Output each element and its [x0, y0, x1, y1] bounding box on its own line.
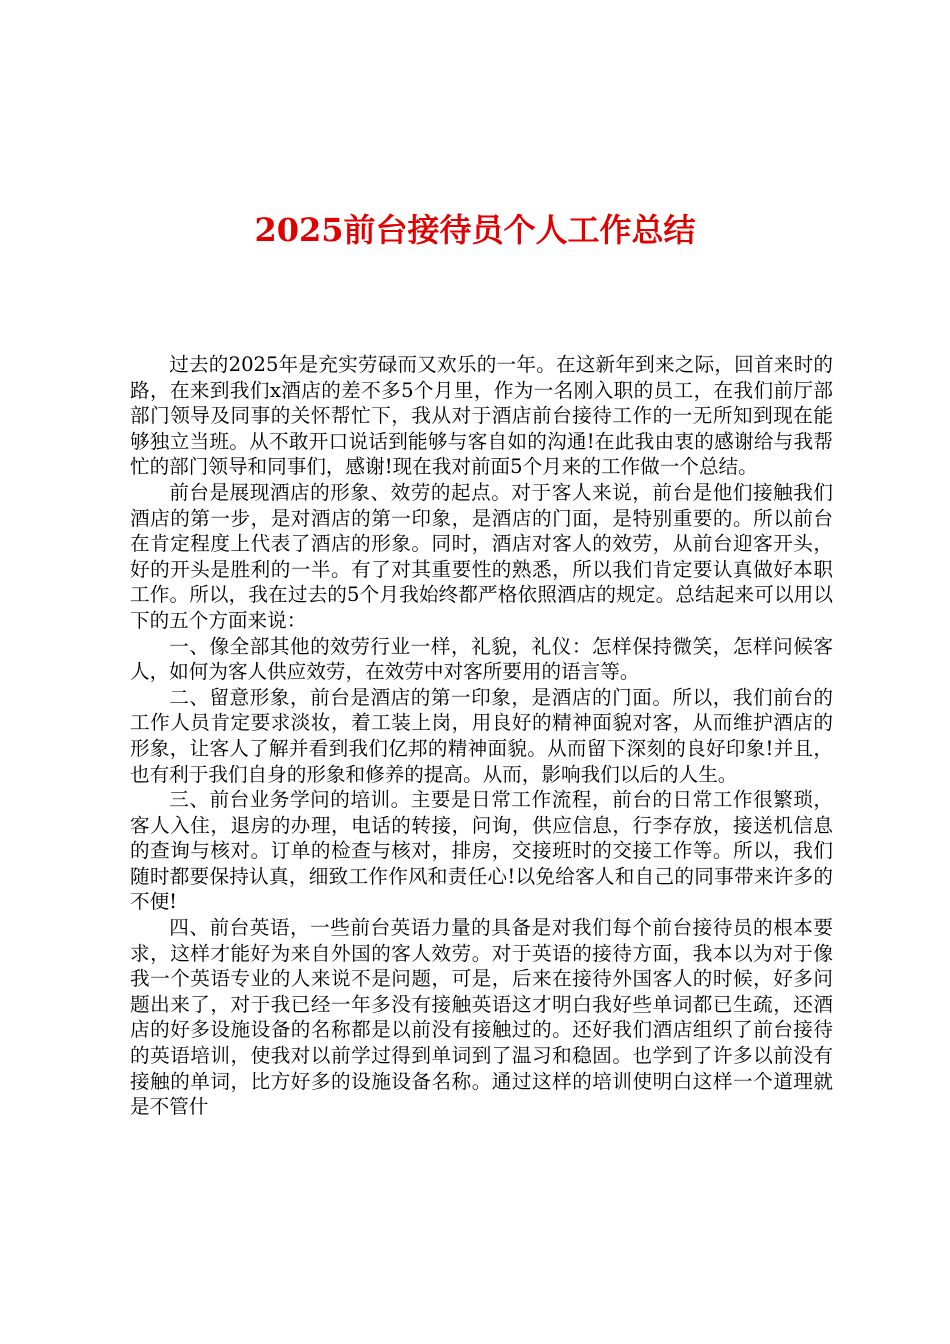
paragraph-3: 一、像全部其他的效劳行业一样，礼貌，礼仪：怎样保持微笑，怎样问候客人，如何为客人供应效劳，在效劳中对客所要用的语言等。 [130, 634, 833, 684]
paragraph-2: 前台是展现酒店的形象、效劳的起点。对于客人来说，前台是他们接触我们酒店的第一步，是对酒店的第一印象，是酒店的门面，是特别重要的。所以前台在肯定程度上代表了酒店的形象。同时，酒店对客人的效劳，从前台迎客开头，好的开头是胜利的一半。有了对其重要性的熟悉，所以我们肯定要认真做好本职工作。所以，我在过去的5个月我始终都严格依照酒店的规定。总结起来可以用以下的五个方面来说： [130, 480, 833, 632]
paragraph-1: 过去的2025年是充实劳碌而又欢乐的一年。在这新年到来之际，回首来时的路，在来到我们x酒店的差不多5个月里，作为一名刚入职的员工，在我们前厅部部门领导及同事的关怀帮忙下，我从对于酒店前台接待工作的一无所知到现在能够独立当班。从不敢开口说话到能够与客自如的沟通!在此我由衷的感谢给与我帮忙的部门领导和同事们，感谢!现在我对前面5个月来的工作做一个总结。 [130, 353, 833, 479]
paragraph-5: 三、前台业务学问的培训。主要是日常工作流程，前台的日常工作很繁琐，客人入住，退房的办理，电话的转接，问询，供应信息，行李存放，接送机信息的查询与核对。订单的检查与核对，排房，交接班时的交接工作等。所以，我们随时都要保持认真，细致工作作风和责任心!以免给客人和自己的同事带来许多的不便! [130, 788, 833, 914]
paragraph-4: 二、留意形象，前台是酒店的第一印象，是酒店的门面。所以，我们前台的工作人员肯定要求淡妆，着工装上岗，用良好的精神面貌对客，从而维护酒店的形象，让客人了解并看到我们亿邦的精神面貌。从而留下深刻的良好印象!并且，也有利于我们自身的形象和修养的提高。从而，影响我们以后的人生。 [130, 685, 833, 786]
document-body [130, 352, 833, 1120]
document-title: 2025前台接待员个人工作总结 [254, 211, 696, 249]
paragraph-6: 四、前台英语，一些前台英语力量的具备是对我们每个前台接待员的根本要求，这样才能好为来自外国的客人效劳。对于英语的接待方面，我本以为对于像我一个英语专业的人来说不是问题，可是，后来在接待外国客人的时候，好多问题出来了，对于我已经一年多没有接触英语这才明白我好些单词都已生疏，还酒店的好多设施设备的名称都是以前没有接触过的。还好我们酒店组织了前台接待的英语培训，使我对以前学过得到单词到了温习和稳固。也学到了许多以前没有接触的单词，比方好多的设施设备名称。通过这样的培训使明白这样一个道理就是不管什 [130, 916, 833, 1119]
